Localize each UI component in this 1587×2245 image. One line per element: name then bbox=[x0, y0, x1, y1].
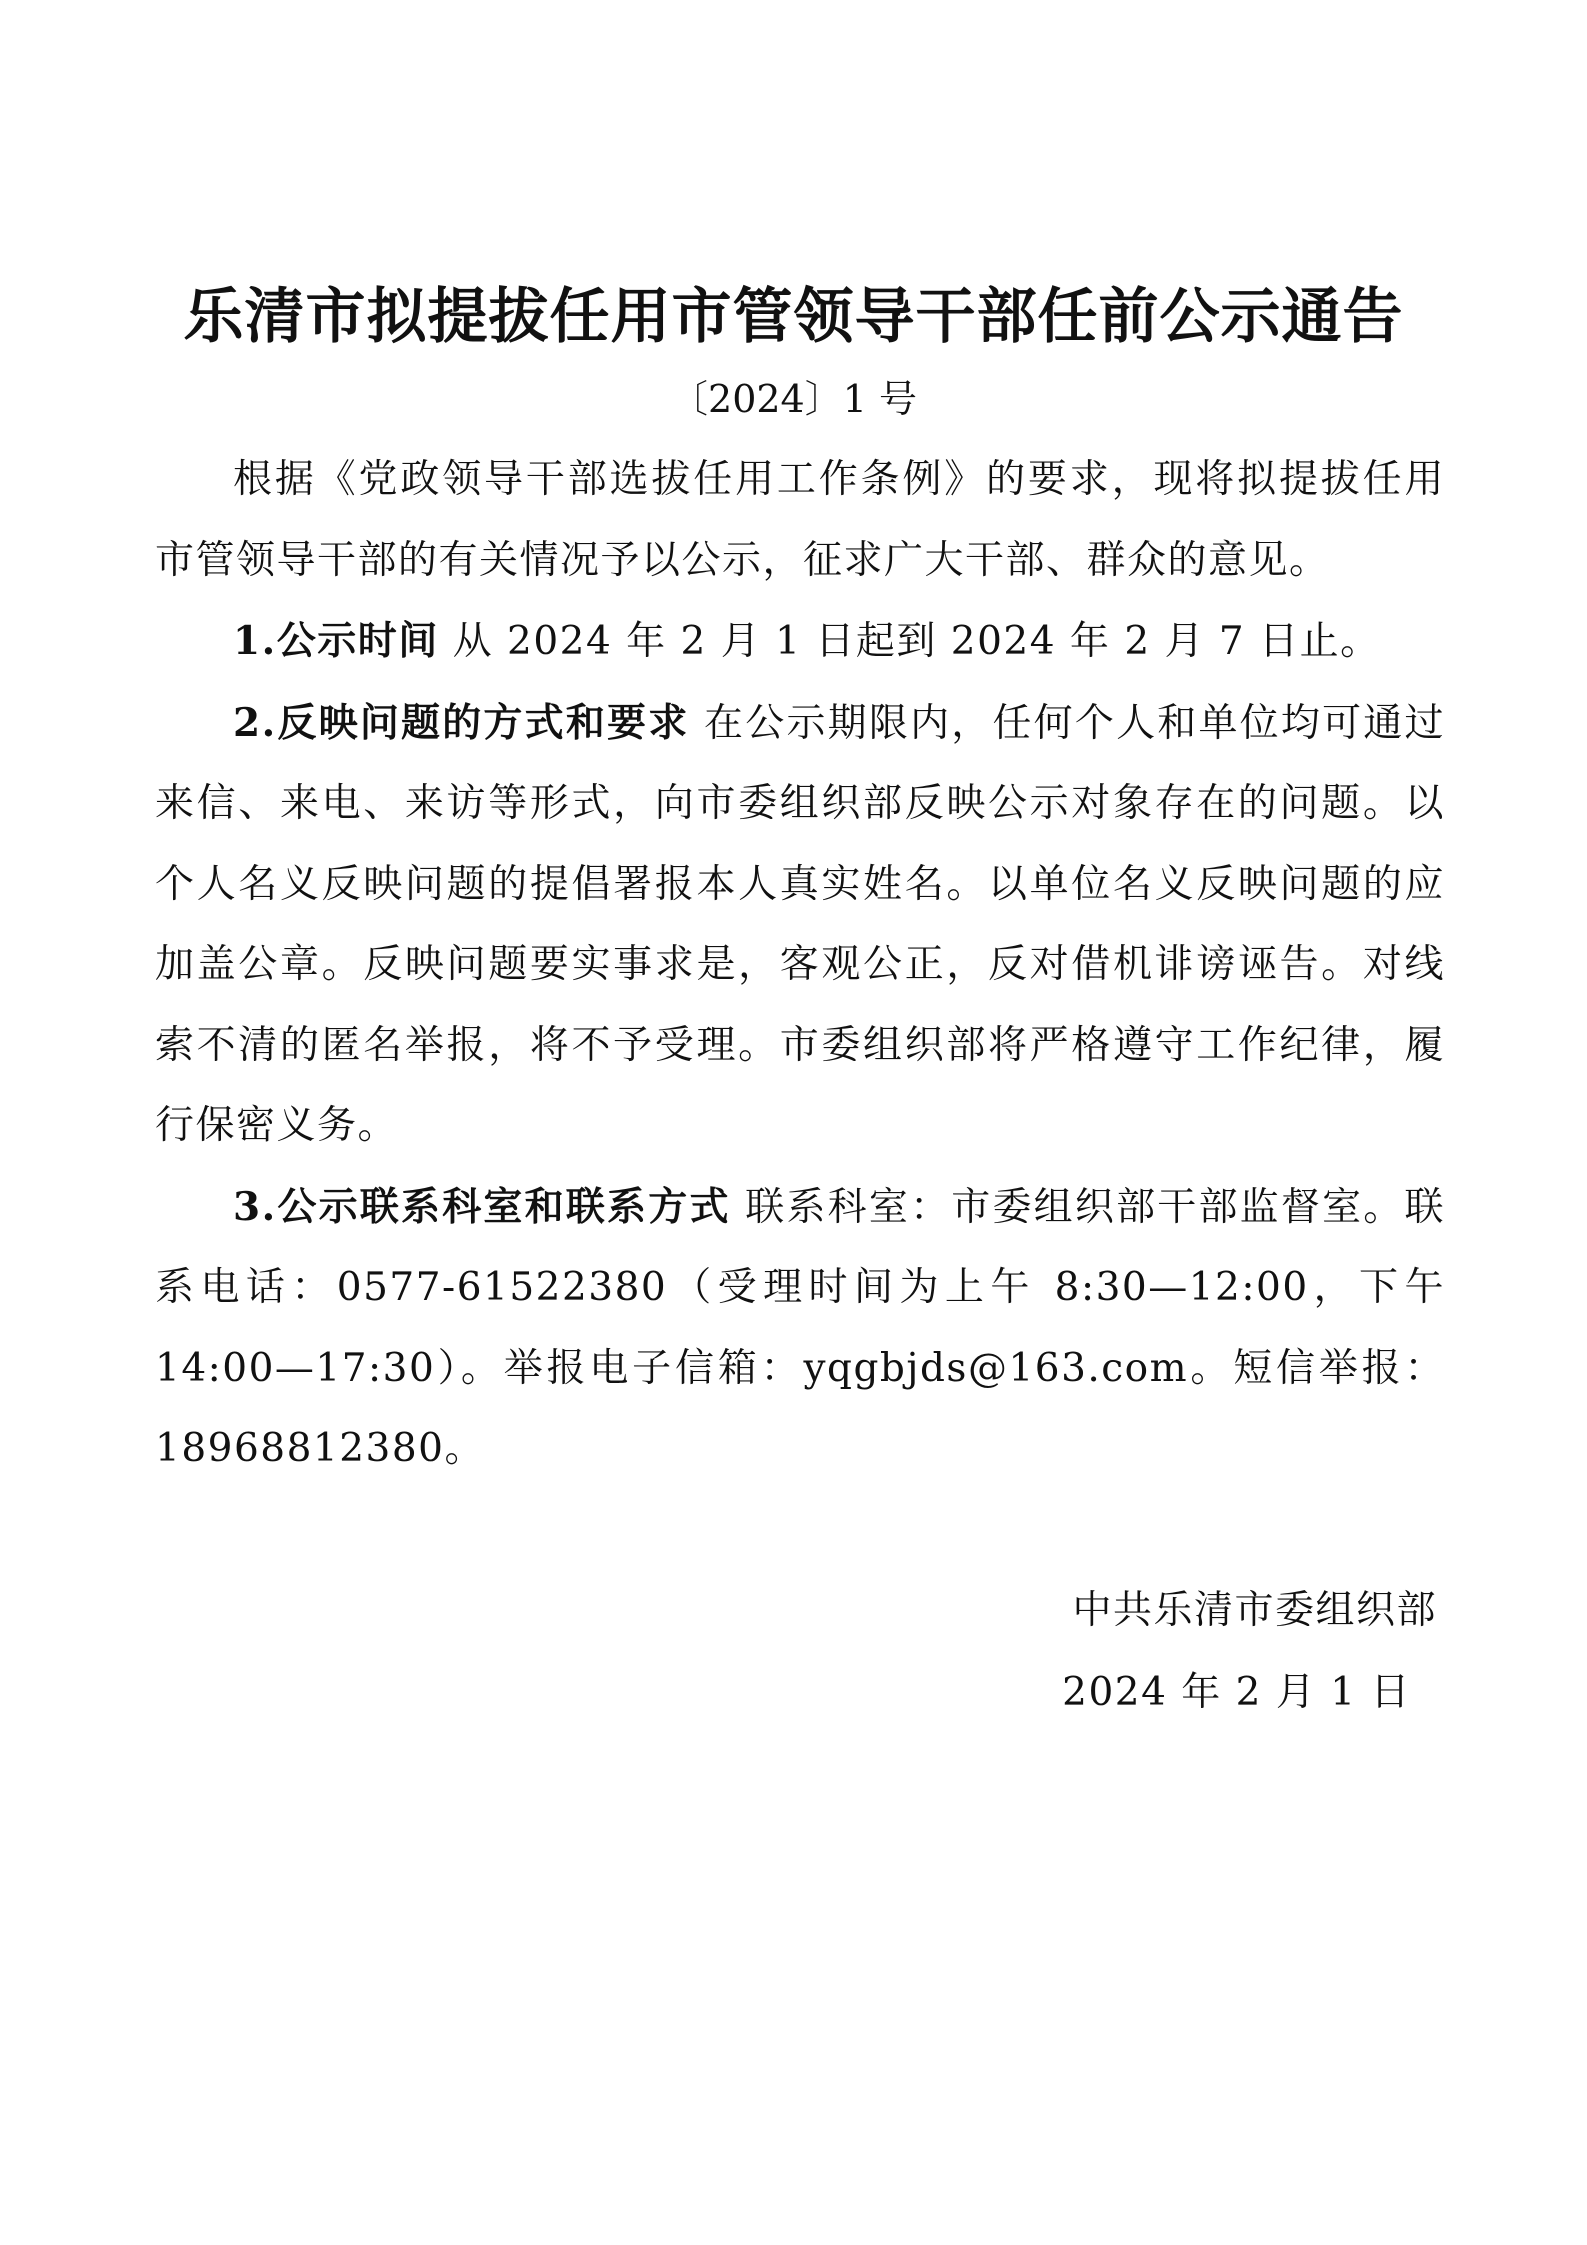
section-report-method bbox=[155, 683, 1445, 1167]
signature-organization: 中共乐清市委组织部 bbox=[1072, 1588, 1437, 1633]
signature-block bbox=[837, 1570, 1437, 1734]
section-heading: 2.反映问题的方式和要求 bbox=[233, 699, 690, 746]
document-body bbox=[155, 440, 1445, 1490]
section-heading: 3.公示联系科室和联系方式 bbox=[233, 1183, 731, 1230]
section-text: 在公示期限内，任何个人和单位均可通过来信、来电、来访等形式，向市委组织部反映公示对象存在的问题。以个人名义反映问题的提倡署报本人真实姓名。以单位名义反映问题的应加盖公章。反映问题要实事求是，客观公正，反对借机诽谤诬告。对线索不清的匿名举报，将不予受理。市委组织部将严格遵守工作纪律，履行保密义务。 bbox=[155, 700, 1445, 1148]
section-contact bbox=[155, 1167, 1445, 1490]
document-number: 〔2024〕1 号 bbox=[670, 377, 917, 421]
signature-date: 2024 年 2 月 1 日 bbox=[1062, 1670, 1411, 1715]
intro-paragraph: 根据《党政领导干部选拔任用工作条例》的要求，现将拟提拔任用市管领导干部的有关情况予以公示，征求广大干部、群众的意见。 bbox=[155, 457, 1445, 583]
section-publicity-time bbox=[155, 601, 1445, 683]
section-text: 联系科室：市委组织部干部监督室。联系电话：0577-61522380（受理时间为上午 8:30—12:00，下午 14:00—17:30）。举报电子信箱：yqgbjds@163.com。短信举报：18968812380。 bbox=[155, 1184, 1445, 1471]
section-text: 从 2024 年 2 月 1 日起到 2024 年 2 月 7 日止。 bbox=[438, 619, 1381, 664]
document-title: 乐清市拟提拔任用市管领导干部任前公示通告 bbox=[183, 282, 1404, 352]
section-heading: 1.公示时间 bbox=[233, 618, 439, 664]
